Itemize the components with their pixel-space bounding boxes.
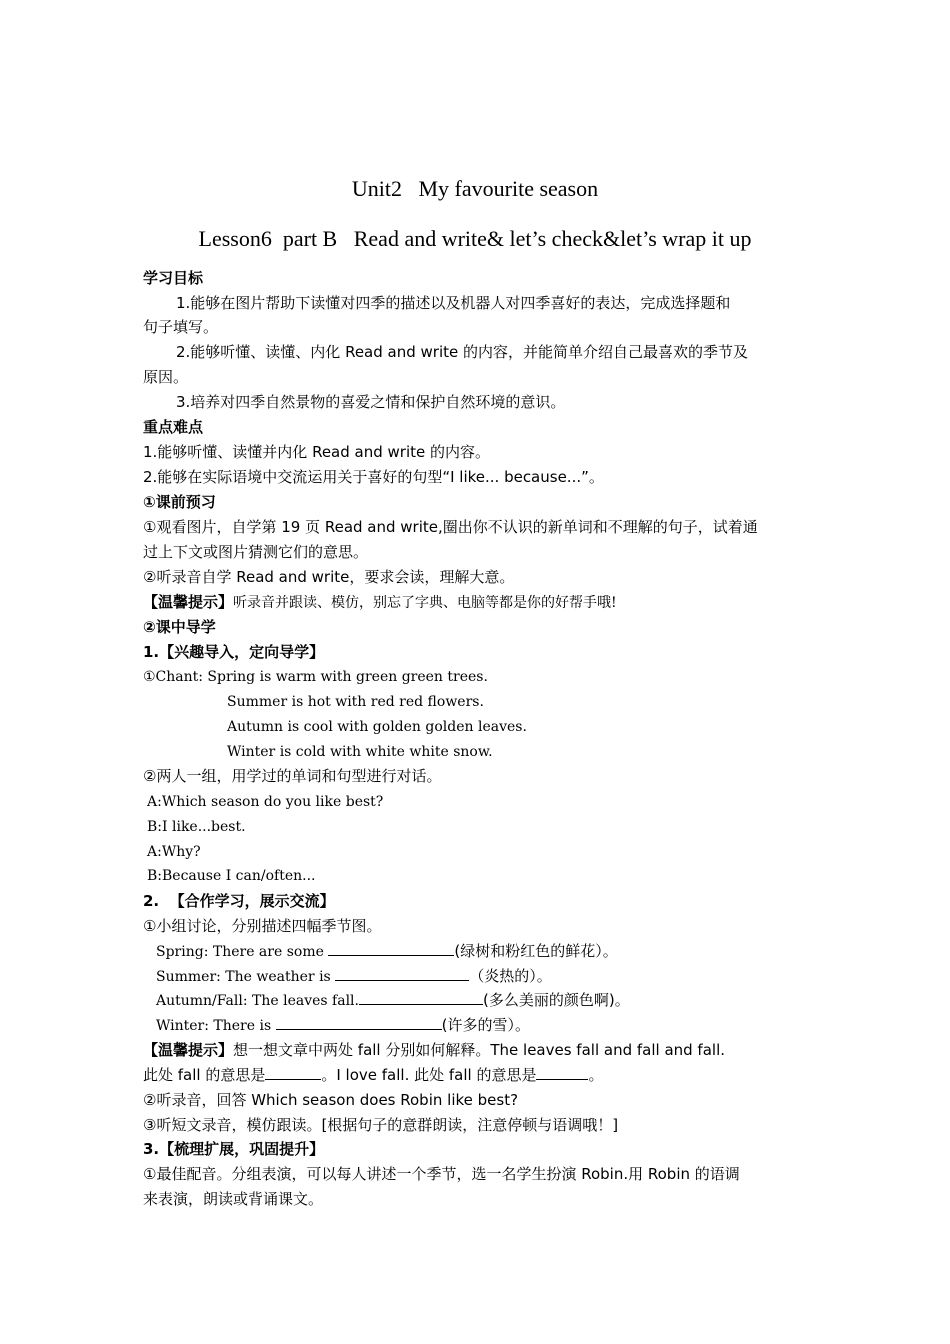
chant-line-1: ①Chant: Spring is warm with green green trees. (143, 669, 488, 685)
tip-2-line-2 (143, 1065, 603, 1085)
preview-1-line-2: 过上下文或图片猜测它们的意思。 (143, 543, 369, 561)
goal-2-line-2: 原因。 (143, 368, 189, 386)
fill-winter-prefix: Winter: There is (156, 1018, 276, 1034)
chant-line-4: Winter is cold with white white snow. (227, 744, 493, 760)
dialog-line-3: A:Why? (147, 844, 201, 860)
fill-summer-blank (335, 966, 469, 981)
fill-winter-blank (276, 1015, 442, 1030)
pair-instruction: ②两人一组，用学过的单词和句型进行对话。 (143, 767, 442, 785)
tip-1-label: 【温馨提示】 (143, 593, 234, 611)
tip-2-text: 想一想文章中两处 fall 分别如何解释。The leaves fall and fall and fall. (233, 1041, 726, 1059)
tip-2-part-b: 。I love fall. 此处 fall 的意思是 (321, 1066, 537, 1084)
fall-meaning-blank-2 (536, 1065, 588, 1080)
goal-2-line-1: 2.能够听懂、读懂、内化 Read and write 的内容，并能简单介绍自己最喜欢的季节及 (176, 343, 749, 361)
tip-2-part-c: 。 (588, 1066, 604, 1084)
listen-question: ②听录音，回答 Which season does Robin like best? (143, 1091, 519, 1109)
fill-spring-hint: (绿树和粉红色的鲜花）。 (454, 942, 618, 960)
fill-autumn-prefix: Autumn/Fall: The leaves fall. (156, 993, 359, 1009)
dialog-line-1: A:Which season do you like best? (147, 794, 384, 810)
goal-3: 3.培养对四季自然景物的喜爱之情和保护自然环境的意识。 (176, 393, 566, 411)
tip-2-label: 【温馨提示】 (143, 1041, 234, 1059)
fill-autumn (156, 990, 630, 1011)
fill-autumn-hint: (多么美丽的颜色啊)。 (482, 991, 630, 1009)
fall-meaning-blank-1 (265, 1065, 321, 1080)
chant-line-3: Autumn is cool with golden golden leaves. (227, 719, 527, 735)
preview-1-line-1: ①观看图片，自学第 19 页 Read and write,圈出你不认识的新单词和不理解的句子，试着通 (143, 518, 758, 536)
fill-winter (156, 1015, 530, 1036)
key-points-heading: 重点难点 (143, 418, 204, 436)
chant-line-2: Summer is hot with red red flowers. (227, 694, 484, 710)
tip-2-part-a: 此处 fall 的意思是 (143, 1066, 266, 1084)
step-1-heading: 1.【兴趣导入，定向导学】 (143, 643, 325, 661)
listen-imitate: ③听短文录音，模仿跟读。[根据句子的意群朗读，注意停顿与语调哦！] (143, 1116, 619, 1134)
tip-1-text: 听录音并跟读、模仿，别忘了字典、电脑等都是你的好帮手哦! (233, 595, 617, 611)
dubbing-line-1: ①最佳配音。分组表演，可以每人讲述一个季节，选一名学生扮演 Robin.用 Robin 的语调 (143, 1165, 740, 1183)
fill-spring-prefix: Spring: There are some (156, 944, 329, 960)
dialog-line-2: B:I like...best. (147, 819, 246, 835)
unit-title: Unit2 My favourite season (351, 176, 599, 201)
dubbing-line-2: 来表演，朗读或背诵课文。 (143, 1190, 324, 1208)
key-point-2: 2.能够在实际语境中交流运用关于喜好的句型“I like... because...”。 (143, 468, 604, 486)
tip-2 (143, 1040, 725, 1060)
goal-1-line-1: 1.能够在图片帮助下读懂对四季的描述以及机器人对四季喜好的表达，完成选择题和 (176, 294, 731, 312)
key-point-1: 1.能够听懂、读懂并内化 Read and write 的内容。 (143, 443, 491, 461)
fill-summer-hint: （炎热的）。 (469, 967, 552, 985)
group-instruction: ①小组讨论，分别描述四幅季节图。 (143, 917, 382, 935)
goal-1-line-2: 句子填写。 (143, 318, 219, 336)
fill-summer (156, 966, 552, 987)
fill-summer-prefix: Summer: The weather is (156, 969, 336, 985)
tip-1 (143, 592, 617, 613)
fill-winter-hint: (许多的雪）。 (441, 1016, 530, 1034)
fill-spring-blank (328, 941, 454, 956)
step-3-heading: 3.【梳理扩展，巩固提升】 (143, 1140, 325, 1158)
lesson-title: Lesson6 part B Read and write& let’s check&let’s wrap it up (198, 226, 752, 251)
fill-spring (156, 941, 618, 962)
step-2-heading: 2. 【合作学习，展示交流】 (143, 892, 335, 910)
guide-heading: ②课中导学 (143, 618, 216, 636)
preview-2: ②听录音自学 Read and write，要求会读，理解大意。 (143, 568, 515, 586)
fill-autumn-blank (359, 990, 483, 1005)
preview-heading: ①课前预习 (143, 493, 216, 511)
dialog-line-4: B:Because I can/often... (147, 868, 316, 884)
goals-heading: 学习目标 (143, 269, 204, 287)
